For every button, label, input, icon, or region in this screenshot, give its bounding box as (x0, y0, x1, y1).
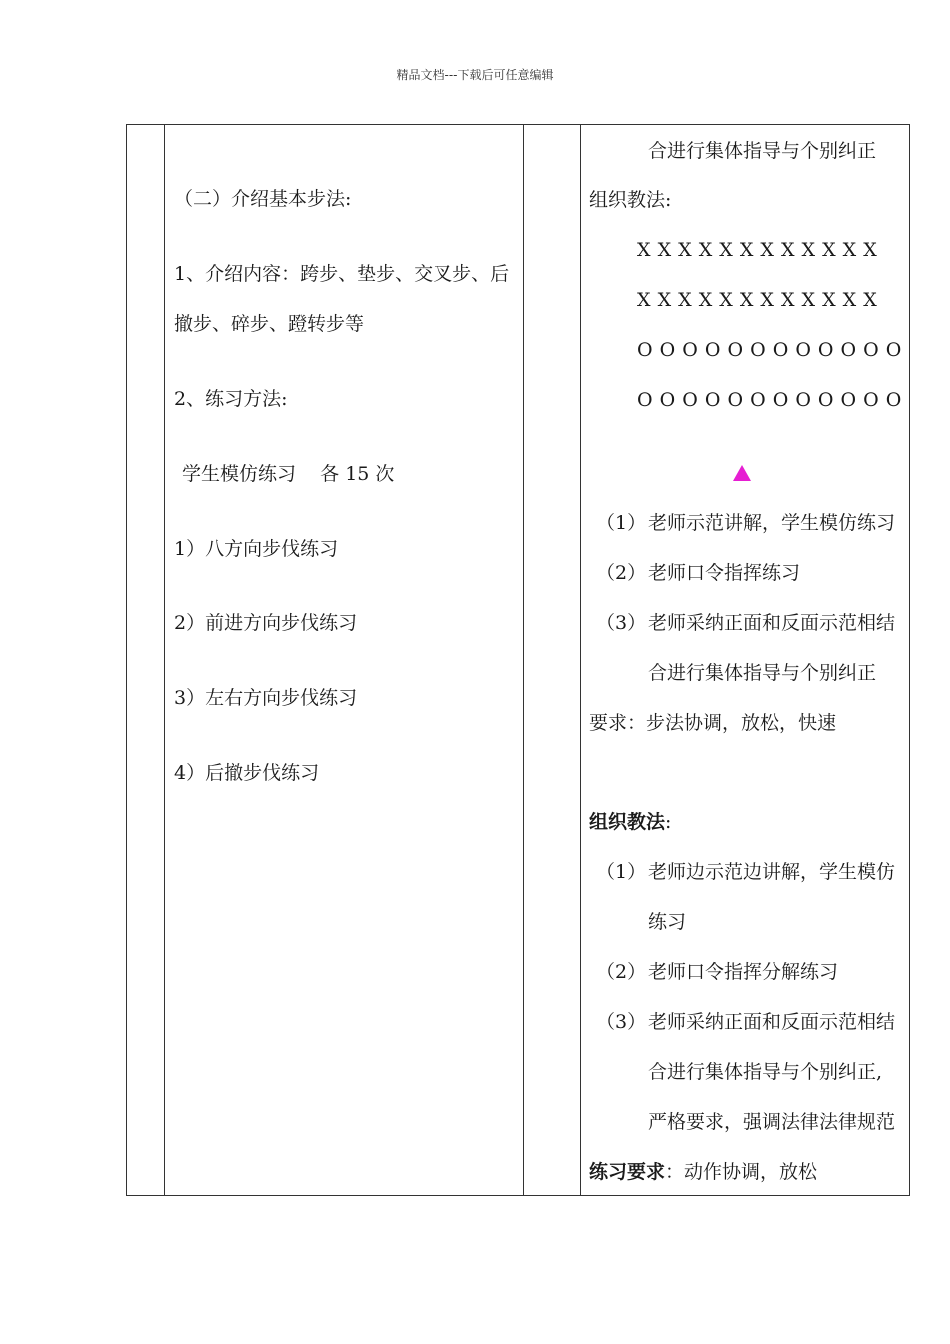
step-text: 老师口令指挥分解练习 (648, 961, 839, 983)
step-number: （2） (596, 562, 647, 584)
drill-item: 4）后撤步伐练习 (174, 762, 320, 784)
formation-row-x: X X X X X X X X X X X X (637, 289, 878, 311)
step-text: 老师边示范边讲解，学生模仿 (648, 861, 896, 883)
drill-item: 2）前进方向步伐练习 (174, 612, 358, 634)
step-number: （2） (596, 961, 647, 983)
practice-requirements (589, 1163, 817, 1182)
step-text: 老师示范讲解，学生模仿练习 (648, 512, 896, 534)
formation-row-x: X X X X X X X X X X X X (637, 239, 878, 261)
column-divider (523, 125, 524, 1195)
drill-item: 1）八方向步伐练习 (174, 538, 339, 560)
org-method-label-bold (589, 813, 671, 832)
step-text: 老师采纳正面和反面示范相结 (648, 612, 896, 634)
step-number: （3） (596, 1011, 647, 1033)
formation-row-o: O O O O O O O O O O O O (637, 389, 902, 411)
step-text: 老师口令指挥练习 (648, 562, 801, 584)
step-number: （1） (596, 861, 647, 883)
requirements-text: 要求：步法协调，放松，快速 (589, 712, 837, 734)
step-text: 老师采纳正面和反面示范相结 (648, 1011, 896, 1033)
formation-row-o: O O O O O O O O O O O O (637, 339, 902, 361)
intro-content-line1: 1、介绍内容：跨步、垫步、交叉步、后 (174, 263, 510, 285)
drill-item: 3）左右方向步伐练习 (174, 687, 358, 709)
step-number: （1） (596, 512, 647, 534)
org-method-label: 组织教法: (589, 189, 672, 211)
section-title: （二）介绍基本步法: (174, 188, 352, 210)
step-number: （3） (596, 612, 647, 634)
practice-count: 学生模仿练习 各 15 次 (182, 463, 395, 485)
practice-method-label: 2、练习方法: (174, 388, 288, 410)
org-method-label-text: 组织教法 (589, 811, 666, 833)
continuation-text: 合进行集体指导与个别纠正 (648, 140, 877, 162)
step-text-continuation: 合进行集体指导与个别纠正, (648, 1061, 883, 1083)
teacher-triangle-icon (733, 465, 751, 481)
practice-requirements-text: ：动作协调，放松 (665, 1161, 818, 1183)
intro-content-line2: 撤步、碎步、蹬转步等 (174, 313, 365, 335)
page-header: 精品文档---下载后可任意编辑 (396, 68, 554, 82)
practice-requirements-label: 练习要求 (589, 1161, 666, 1183)
step-text-continuation: 严格要求，强调法律法律规范 (648, 1111, 896, 1133)
column-divider (580, 125, 581, 1195)
step-text-continuation: 练习 (648, 911, 687, 933)
org-method-label-colon: : (665, 811, 672, 833)
step-text-continuation: 合进行集体指导与个别纠正 (648, 662, 877, 684)
column-divider (164, 125, 165, 1195)
